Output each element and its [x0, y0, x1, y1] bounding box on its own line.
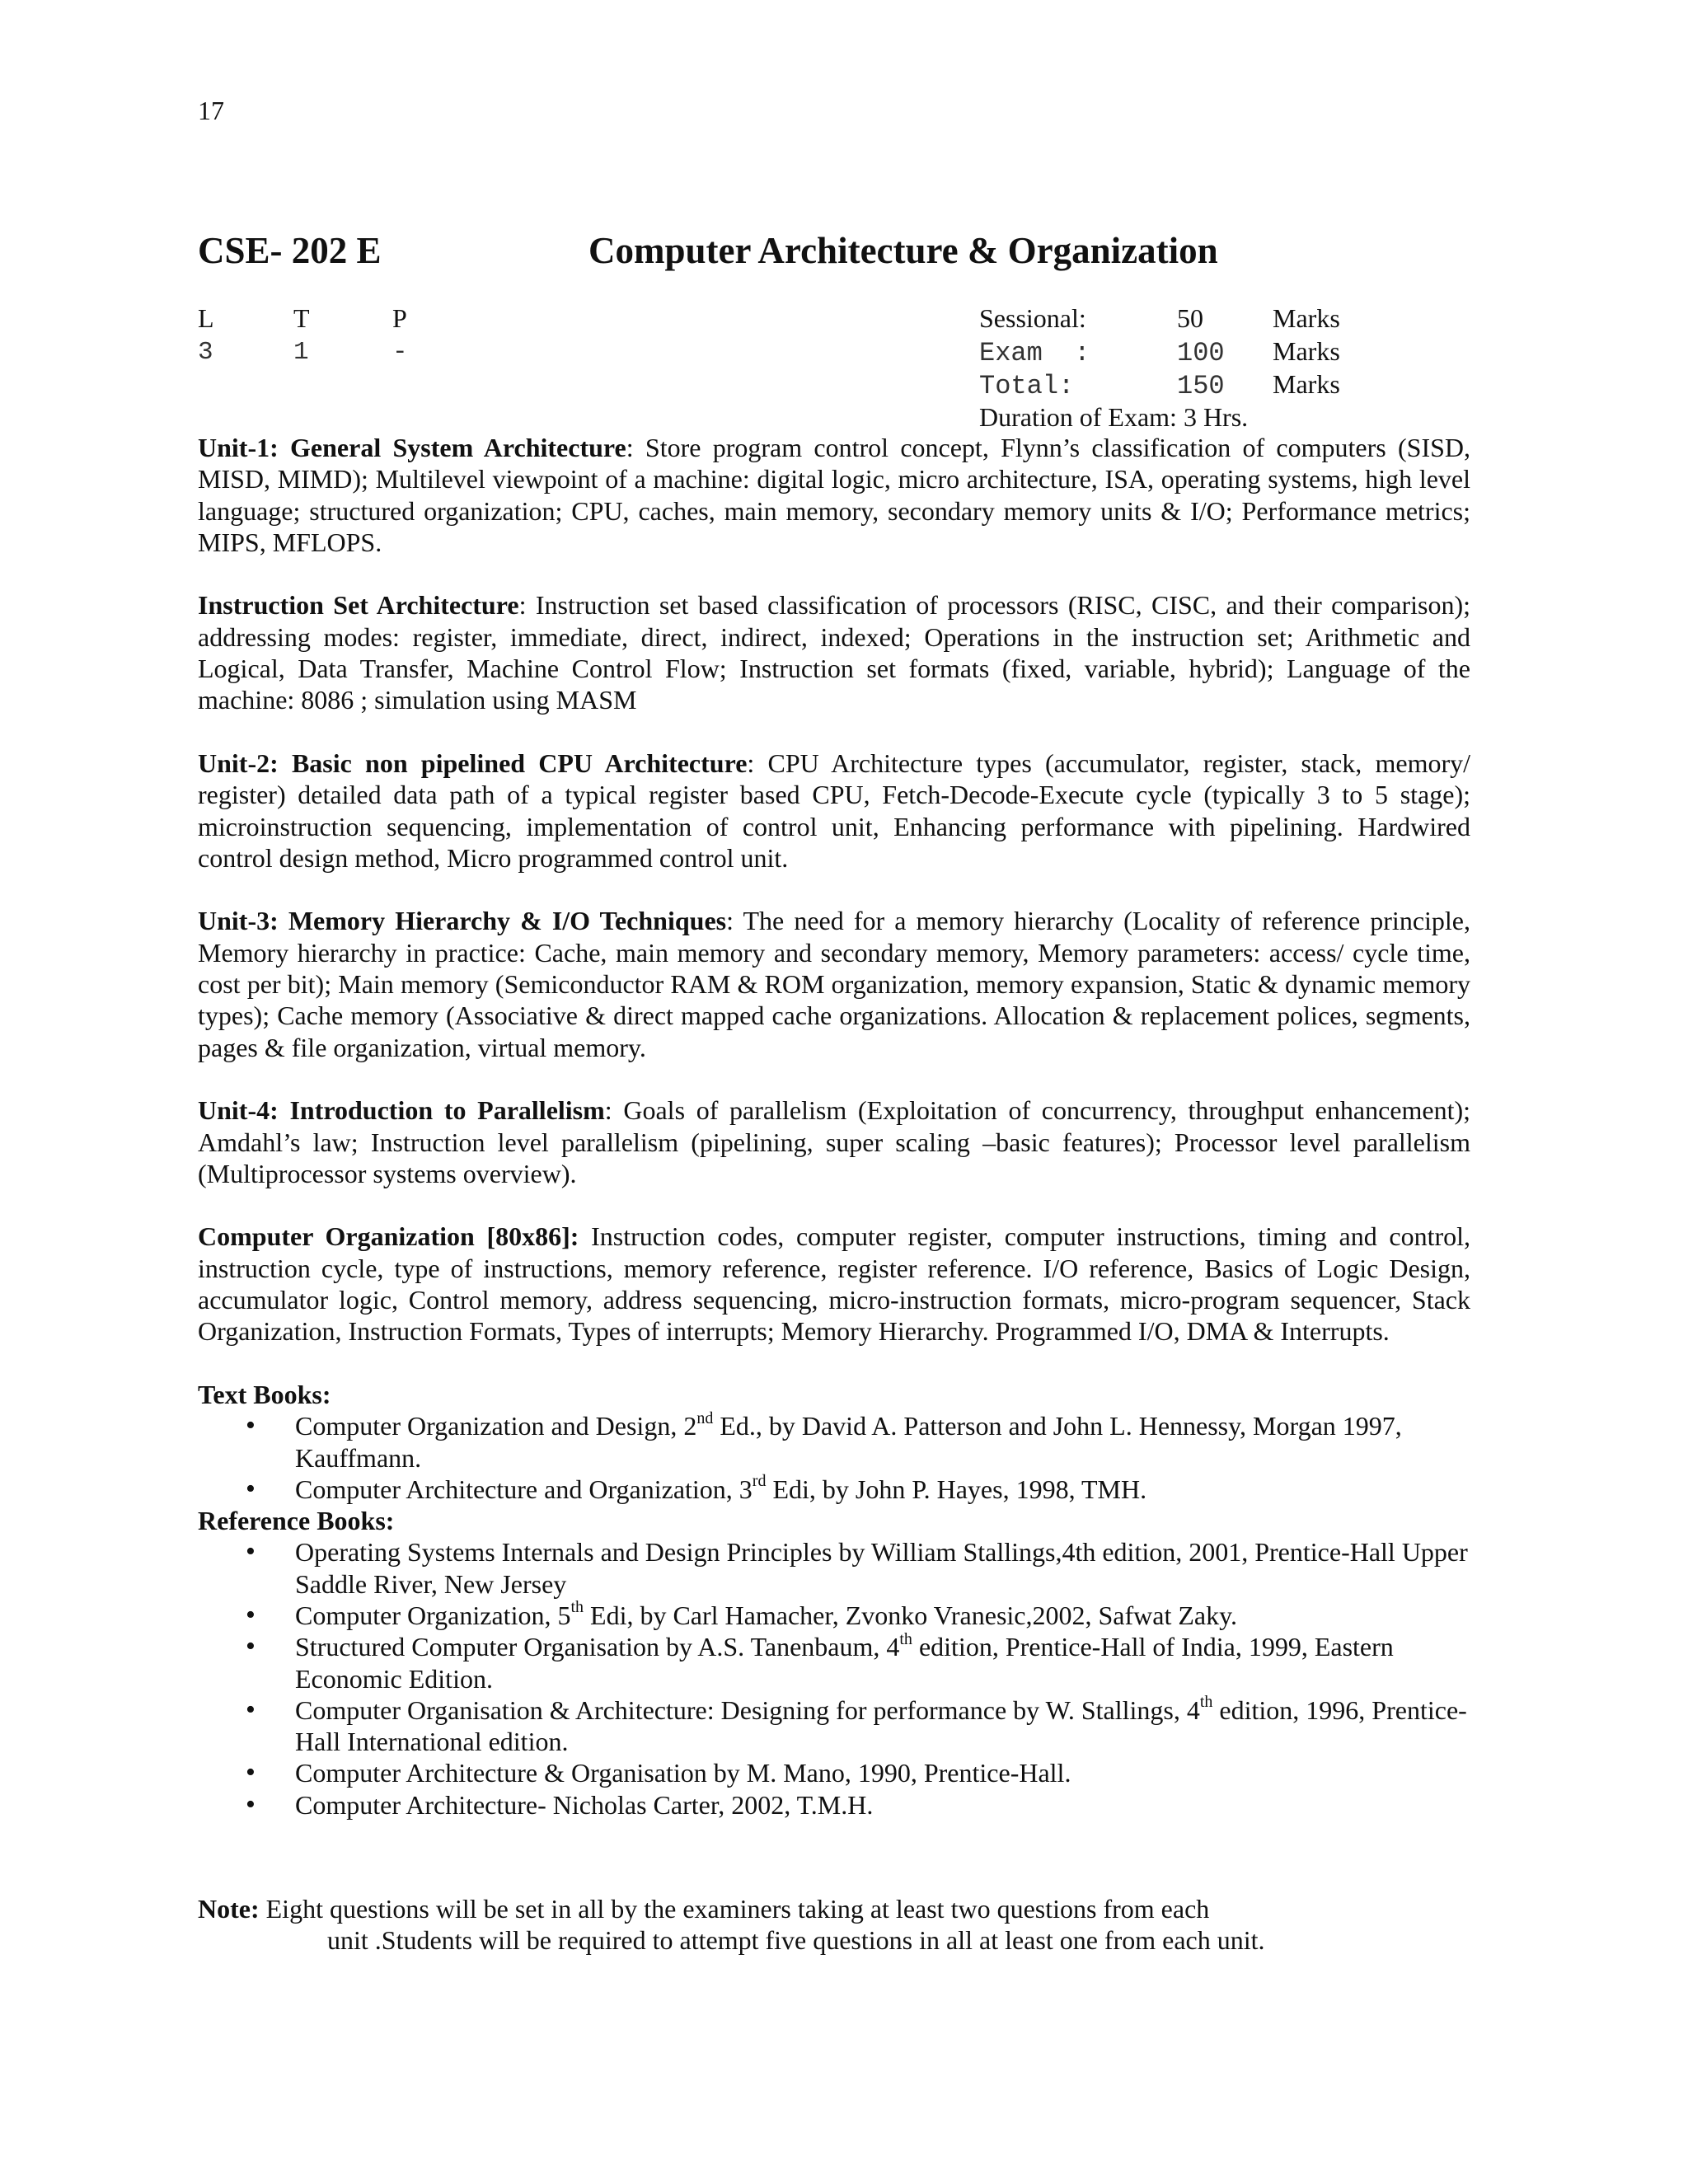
- section-text: : Goals of parallelism (Exploitation of concurrency, throughput enhancement); Amdahl’s law; Instruction level parallelism (pipelining, super scaling –basic features); Processor level parallelism (Multiprocessor systems overview).: [198, 1095, 1470, 1188]
- course-title: Computer Architecture & Organization: [588, 230, 1218, 271]
- section-heading: Instruction Set Architecture: [198, 590, 519, 621]
- reference-books-heading: Reference Books:: [198, 1506, 395, 1536]
- list-item: • Computer Organization, 5th Edi, by Carl Hamacher, Zvonko Vranesic,2002, Safwat Zaky.: [295, 1600, 1470, 1631]
- section-text: Instruction codes, computer register, computer instructions, timing and control, instruction cycle, type of instructions, memory reference, register reference. I/O reference, Basics of Logic Design, accumulator logic, Control memory, address sequencing, micro-instruction formats, micro-program sequencer, Stack Organization, Instruction Formats, Types of interrupts; Memory Hierarchy. Programmed I/O, DMA & Interrupts.: [198, 1221, 1471, 1347]
- ltp-header-t: T: [293, 303, 310, 333]
- sessional-unit: Marks: [1273, 303, 1340, 333]
- text-books-heading: Text Books:: [198, 1379, 331, 1409]
- list-item: • Computer Architecture & Organisation by M. Mano, 1990, Prentice-Hall.: [295, 1757, 1470, 1788]
- section-text: : The need for a memory hierarchy (Locality of reference principle, Memory hierarchy in practice: Cache, main memory and secondary memory, Memory parameters: access/ cycle time, cost per bit); Main memory (Semiconductor RAM & ROM organization, memory expansion, Static & dynamic memory types); Cache memory (Associative & direct mapped cache organizations. Allocation & replacement polices, segments, pages & file organization, virtual memory.: [198, 906, 1471, 1062]
- exam-note: [198, 1893, 1484, 1957]
- total-value: 150: [1177, 371, 1225, 401]
- section-heading: Computer Organization [80x86]:: [198, 1221, 579, 1252]
- sessional-label: Sessional:: [979, 303, 1086, 333]
- section-heading: Unit-4: Introduction to Parallelism: [198, 1095, 605, 1126]
- section-heading: Unit-2: Basic non pipelined CPU Architecture: [198, 748, 748, 778]
- exam-value: 100: [1177, 338, 1225, 368]
- list-item: • Computer Architecture and Organization, 3rd Edi, by John P. Hayes, 1998, TMH.: [295, 1474, 1470, 1505]
- section-heading: Unit-1: General System Architecture: [198, 433, 626, 462]
- section-heading: Unit-3: Memory Hierarchy & I/O Techniques: [198, 906, 727, 936]
- note-line-1: Eight questions will be set in all by the examiners taking at least two questions from each: [259, 1894, 1210, 1924]
- list-item: • Computer Organization and Design, 2nd Ed., by David A. Patterson and John L. Hennessy, Morgan 1997, Kauffmann.: [295, 1410, 1470, 1474]
- ltp-header-l: L: [198, 303, 214, 333]
- section-unit-3: [198, 905, 1470, 1062]
- section-isa: [198, 589, 1470, 715]
- course-code: CSE- 202 E: [198, 230, 382, 271]
- text-books-list: [198, 1410, 1470, 1505]
- list-item: • Structured Computer Organisation by A.S. Tanenbaum, 4th edition, Prentice-Hall of India, 1999, Eastern Economic Edition.: [295, 1631, 1470, 1694]
- total-unit: Marks: [1273, 369, 1340, 399]
- exam-unit: Marks: [1273, 336, 1340, 366]
- section-text: : Instruction set based classification of processors (RISC, CISC, and their comparison); addressing modes: register, immediate, direct, indirect, indexed; Operations in the instruction set; Arithmetic and Logical, Data Transfer, Machine Control Flow; Instruction set formats (fixed, variable, hybrid); Language of the machine: 8086 ; simulation using MASM: [198, 590, 1471, 715]
- list-item: • Computer Architecture- Nicholas Carter, 2002, T.M.H.: [295, 1789, 1470, 1821]
- note-label: Note:: [198, 1894, 260, 1924]
- section-computer-organization: [198, 1221, 1470, 1347]
- ltp-header-p: P: [392, 303, 407, 333]
- reference-books-list: [198, 1536, 1470, 1821]
- ltp-value-t: 1: [293, 338, 309, 367]
- list-item: • Operating Systems Internals and Design Principles by William Stallings,4th edition, 2001, Prentice-Hall Upper Saddle River, New Jersey: [295, 1536, 1470, 1600]
- section-text: : Store program control concept, Flynn’s classification of computers (SISD, MISD, MIMD); Multilevel viewpoint of a machine: digital logic, micro architecture, ISA, operating systems, high level language; structured organization; CPU, caches, main memory, secondary memory units & I/O; Performance metrics; MIPS, MFLOPS.: [198, 433, 1471, 557]
- sessional-value: 50: [1177, 303, 1203, 333]
- note-line-2: unit .Students will be required to attempt five questions in all at least one from each unit.: [327, 1925, 1265, 1956]
- section-text: : CPU Architecture types (accumulator, register, stack, memory/ register) detailed data path of a typical register based CPU, Fetch-Decode-Execute cycle (typically 3 to 5 stage); microinstruction sequencing, implementation of control unit, Enhancing performance with pipelining. Hardwired control design method, Micro programmed control unit.: [198, 748, 1471, 873]
- section-unit-2: [198, 748, 1470, 874]
- section-unit-4: [198, 1094, 1470, 1189]
- total-label: Total:: [979, 371, 1075, 401]
- ltp-value-p: -: [392, 338, 408, 367]
- list-item: • Computer Organisation & Architecture: Designing for performance by W. Stallings, 4th edition, 1996, Prentice-Hall International edition.: [295, 1694, 1470, 1758]
- syllabus-body: [198, 432, 1470, 1821]
- exam-duration: Duration of Exam: 3 Hrs.: [979, 402, 1249, 432]
- section-unit-1: [198, 432, 1470, 558]
- page-number: 17: [198, 96, 224, 125]
- exam-label: Exam :: [979, 338, 1090, 368]
- ltp-value-l: 3: [198, 338, 213, 367]
